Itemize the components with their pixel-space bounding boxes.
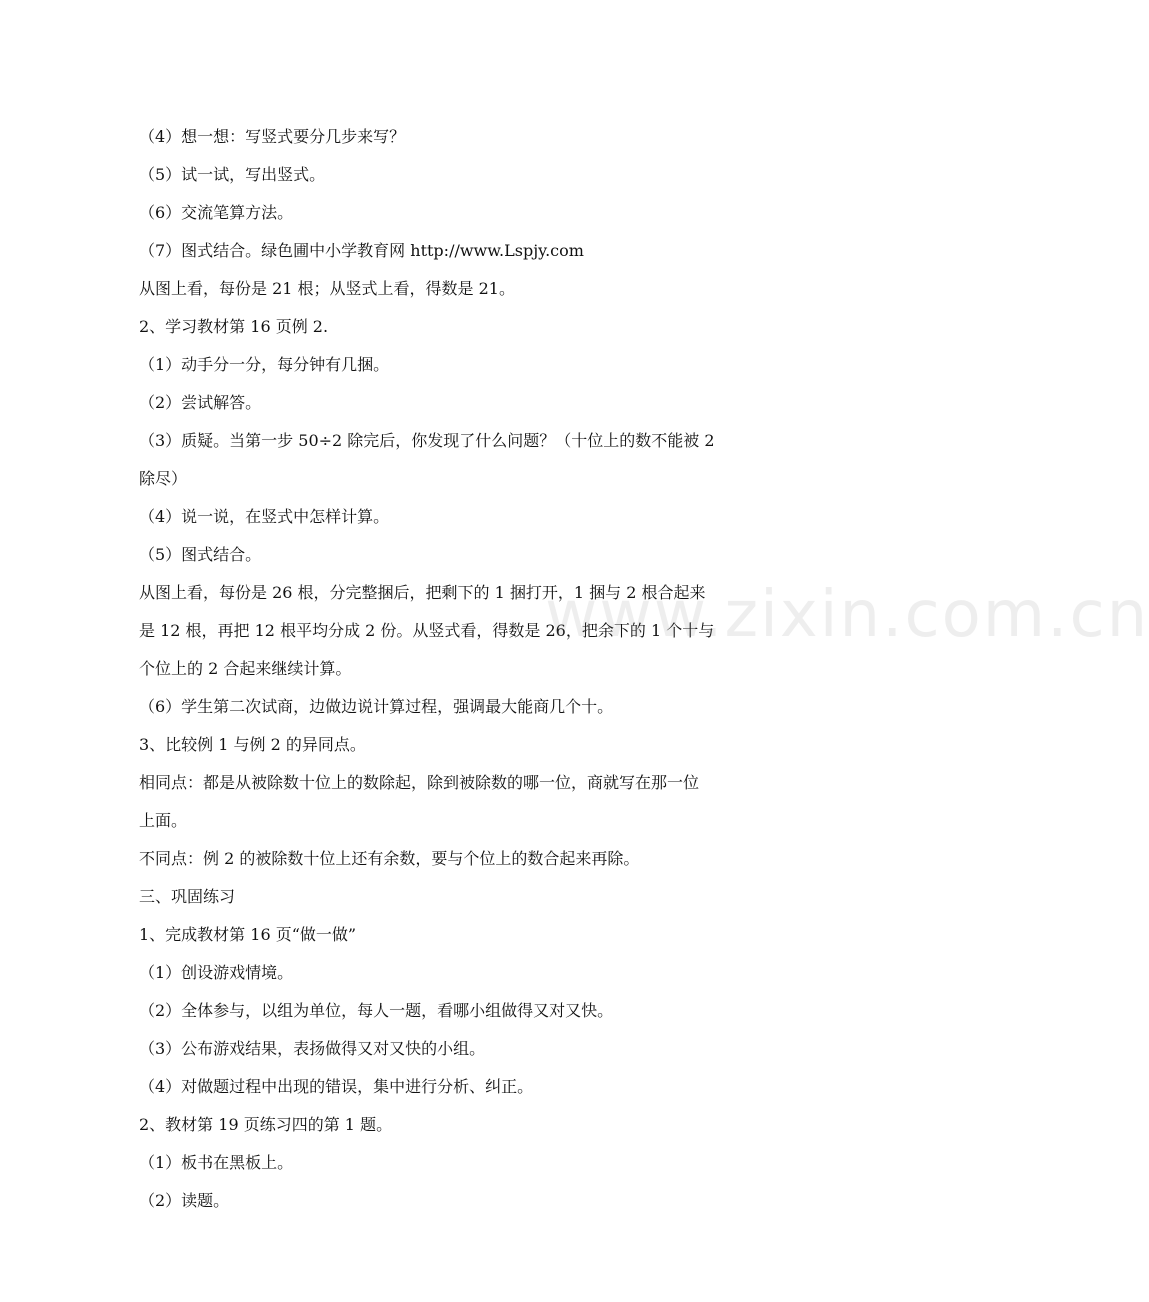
text-line: （6）交流笔算方法。 [139, 203, 294, 222]
text-line: 从图上看，每份是 21 根；从竖式上看，得数是 21。 [139, 279, 515, 298]
text-line: （1）动手分一分，每分钟有几捆。 [139, 355, 390, 374]
text-line: （3）公布游戏结果，表扬做得又对又快的小组。 [139, 1039, 486, 1058]
text-line: （1）板书在黑板上。 [139, 1153, 294, 1172]
text-line: 不同点：例 2 的被除数十位上还有余数，要与个位上的数合起来再除。 [139, 849, 640, 868]
text-line: 三、巩固练习 [139, 887, 236, 906]
text-line: 3、比较例 1 与例 2 的异同点。 [139, 735, 366, 754]
text-line: 2、学习教材第 16 页例 2. [139, 317, 329, 336]
document-body [139, 118, 784, 1220]
text-line: （6）学生第二次试商，边做边说计算过程，强调最大能商几个十。 [139, 697, 614, 716]
text-line: （4）说一说，在竖式中怎样计算。 [139, 507, 390, 526]
text-line: 是 12 根，再把 12 根平均分成 2 份。从竖式看，得数是 26，把余下的 1 个十与 [139, 621, 715, 640]
text-line: 2、教材第 19 页练习四的第 1 题。 [139, 1115, 393, 1134]
text-line: （5）图式结合。 [139, 545, 262, 564]
text-line: 从图上看，每份是 26 根，分完整捆后，把剩下的 1 捆打开，1 捆与 2 根合起来 [139, 583, 706, 602]
text-line: （2）读题。 [139, 1191, 230, 1210]
text-line: （4）对做题过程中出现的错误，集中进行分析、纠正。 [139, 1077, 534, 1096]
text-line: （3）质疑。当第一步 50÷2 除完后，你发现了什么问题？（十位上的数不能被 2 [139, 431, 715, 450]
text-line: （7）图式结合。绿色圃中小学教育网 http://www.Lspjy.com [139, 241, 584, 260]
text-line: 除尽） [139, 469, 188, 488]
text-line: 个位上的 2 合起来继续计算。 [139, 659, 352, 678]
text-line: （4）想一想：写竖式要分几步来写？ [139, 127, 406, 146]
text-line: （1）创设游戏情境。 [139, 963, 294, 982]
text-line: 1、完成教材第 16 页“做一做” [139, 925, 357, 944]
text-line: （2）全体参与，以组为单位，每人一题，看哪小组做得又对又快。 [139, 1001, 614, 1020]
text-line: （5）试一试，写出竖式。 [139, 165, 326, 184]
text-line: （2）尝试解答。 [139, 393, 262, 412]
text-line: 相同点：都是从被除数十位上的数除起，除到被除数的哪一位，商就写在那一位 [139, 773, 700, 792]
text-line: 上面。 [139, 811, 188, 830]
watermark: www.zixin.com.cn [545, 578, 1149, 652]
